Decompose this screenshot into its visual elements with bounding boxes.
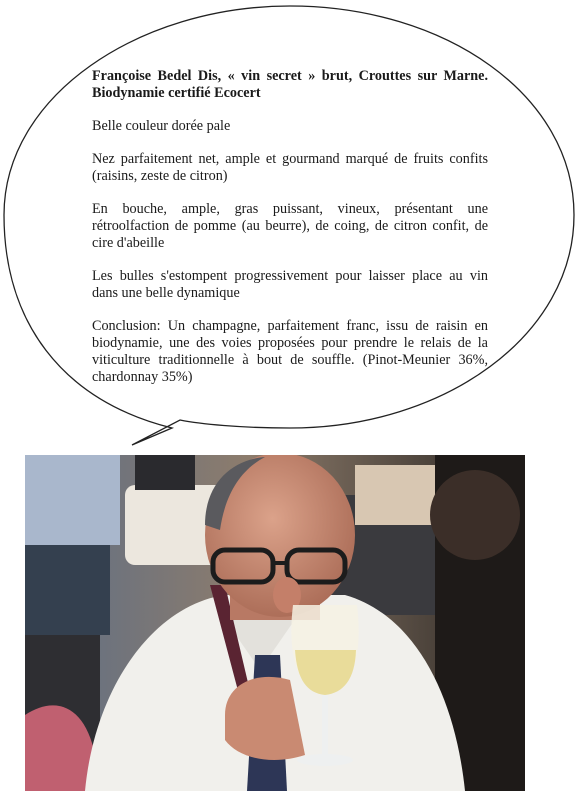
note-bubbles: Les bulles s'estompent progressivement pour laisser place au vin dans une belle dynamique (92, 268, 488, 301)
taster-illustration (25, 455, 525, 791)
note-palate: En bouche, ample, gras puissant, vineux, présentant une rétroolfaction de pomme (au beurre), de coing, de citron confit, de cire d'abeille (92, 201, 488, 251)
tasting-note (92, 68, 488, 402)
note-conclusion: Conclusion: Un champagne, parfaitement franc, issu de raisin en biodynamie, une des voies proposées pour prendre le relais de la viticulture traditionnelle à bout de souffle. (Pinot-Meunier 36%, chardonnay 35%) (92, 318, 488, 385)
note-nose: Nez parfaitement net, ample et gourmand marqué de fruits confits (raisins, zeste de citron) (92, 151, 488, 184)
taster-photo (25, 455, 525, 791)
note-color: Belle couleur dorée pale (92, 118, 231, 134)
wine-title: Françoise Bedel Dis, « vin secret » brut, Crouttes sur Marne. Biodynamie certifié Ecocert (92, 68, 488, 101)
